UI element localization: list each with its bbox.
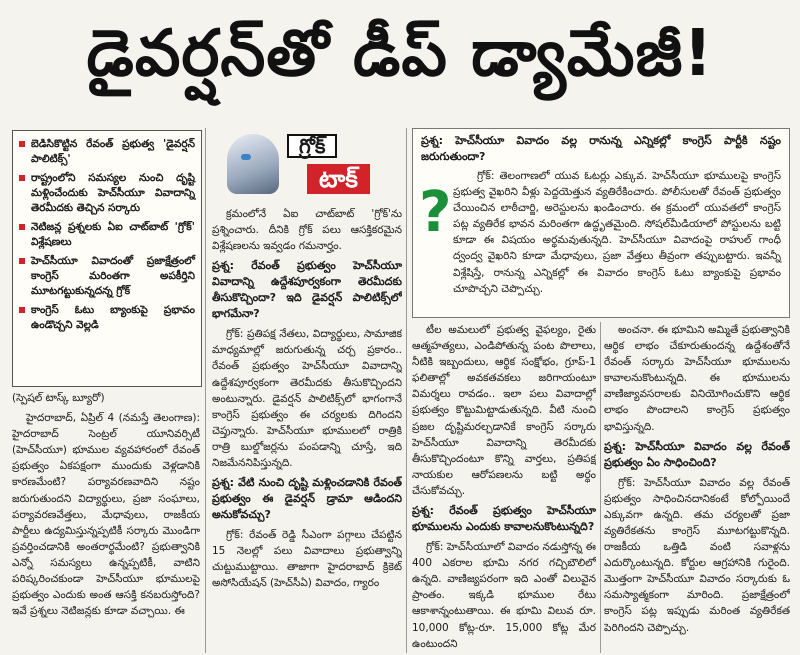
- highlight-item: రాష్ట్రంలోని సమస్యల నుంచి దృష్టి మళ్లించేందుకు హెచ్‌సీయూ వివాదాన్ని తెరమీదకు తెచ్చిన సర్కారు: [19, 171, 195, 216]
- article-column-2: [212, 128, 402, 653]
- logo-text-line1: గ్రోక్: [287, 134, 337, 158]
- column-divider: [406, 128, 407, 653]
- highlights-box: [12, 130, 202, 387]
- grok-talk-logo: [223, 128, 391, 200]
- paragraph: క్రమంలోనే ఏఐ చాట్‌బాట్ 'గ్రోక్'ను ప్రశ్నించారు. దీనికి గ్రోక్ పలు ఆసక్తికరమైన విశ్లేషణలను ఇవ్వడం గమనార్హం.: [212, 208, 402, 253]
- question-heading: ప్రశ్న: వేటి నుంచి దృష్టి మళ్లించడానికి రేవంత్ ప్రభుత్వం ఈ డైవర్షన్ డ్రామా ఆడిందని అనుకోవచ్చు?: [212, 476, 402, 522]
- robot-eye-icon: [241, 154, 251, 160]
- article-column-4: [412, 322, 596, 653]
- answer-block: [453, 168, 781, 297]
- paragraph: గ్రోక్: హెచ్‌సీయూ వివాదం వల్ల రేవంత్ ప్రభుత్వం సాధించినదానికంటే కోల్పోయిందే ఎక్కువగా ఉన్నది. తమ చర్యలతో ప్రజా వ్యతిరేకతను కాంగ్రెస్ మూటగట్టుకొన్నది. రాజకీయ ఒత్తిడి వంటి సవాళ్లను ఎదుర్కొంటున్నది. కోర్టుల ఆగ్రహానికి గురైంది. మొత్తంగా హెచ్‌సీయూ వివాదం సర్కారుకు ఓ సమస్యాత్మకంగా మారింది. ప్రజాక్షేత్రంలో కాంగ్రెస్ పట్ల ఇప్పుడు మరింత వ్యతిరేకత పెరిగిందని చెప్పొచ్చు.: [604, 476, 790, 634]
- bullet-icon: [19, 258, 25, 264]
- paragraph: గ్రోక్: హెచ్‌సీయూలో వివాదం నడుస్తోన్న ఈ 400 ఎకరాల భూమి నగర గచ్చిబౌలిలో ఉన్నది. వాణిజ్యపరంగా ఇది ఎంతో విలువైన ప్రాంతం. ఇక్కడి భూముల రేటు ఆకాశాన్నంటుతాయి. ఈ భూమి విలువ రూ. 10,000 కోట్ల-రూ. 15,000 కోట్ల మేర ఉంటుందని: [412, 541, 596, 650]
- paragraph: గ్రోక్: రేవంత్ రెడ్డి సీఎంగా పగ్గాలు చేపట్టిన 15 నెలల్లో పలు వివాదాలు ప్రభుత్వాన్ని చుట్టుముట్టాయి. తాజాగా హైదరాబాద్ క్రికెట్ అసోసియేషన్ (హెచ్‌సీఏ) వివాదం, గ్యారం: [212, 529, 402, 590]
- column-divider: [205, 128, 206, 653]
- bullet-icon: [19, 141, 25, 147]
- bullet-icon: [19, 307, 25, 313]
- question-heading: ప్రశ్న: హెచ్‌సీయూ వివాదం వల్ల రేవంత్ ప్రభుత్వం ఏం సాధించింది?: [604, 439, 790, 469]
- highlight-item: హెచ్‌సీయూ వివాదంతో ప్రజాక్షేత్రంలో కాంగ్రెస్ మరింతగా అపకీర్తిని మూటగట్టుకున్నదన్న గ్రోక్: [19, 254, 195, 299]
- article-column-1: [12, 390, 200, 652]
- highlight-item: నెటిజన్ల ప్రశ్నలకు ఏఐ చాట్‌బాట్ 'గ్రోక్' విశ్లేషణలు: [19, 220, 195, 250]
- logo-text-line2: టాక్: [307, 164, 370, 194]
- robot-icon: [227, 134, 279, 194]
- paragraph: అంచనా. ఈ భూమిని అమ్మితే ప్రభుత్వానికి ఆర్థిక లాభం చేకూరుతుందన్న ఉద్దేశంతోనే రేవంత్ సర్కారు హెచ్‌సీయూ భూములను కావాలనుకొంటున్నది. ఈ భూములను వాణిజ్యావసరాలకు వినియోగించుకొని ఆర్థిక లాభం పొందాలని కాంగ్రెస్ ప్రభుత్వం భావిస్తున్నది.: [604, 324, 790, 433]
- bullet-icon: [19, 224, 25, 230]
- paragraph: గ్రోక్: తెలంగాణలో యువ ఓటర్లు ఎక్కువ. హెచ్‌సీయూ భూములపై కాంగ్రెస్ ప్రభుత్వ వైఖరిని వీళ్లు పెద్దయెత్తున వ్యతిరేకించారు. పోలీసులతో రేవంత్ ప్రభుత్వం చేయించిన లాఠీచార్జి, అరెస్టులను ఖండించారు. ఈ క్రమంలో యువతలో కాంగ్రెస్ పట్ల వ్యతిరేక భావన మరింతగా ఉద్ధృతమైంది. సోషల్‌మీడియాలో పోస్టులను బట్టి కూడా ఈ విషయం అర్థమవుతున్నది. హెచ్‌సీయూ వివాదంపై రాహుల్ గాంధీ ద్వంద్వ వైఖరిని కూడా మేధావులు, ప్రజా వేత్తలు తీవ్రంగా తప్పుబట్టారు. ఇవన్నీ విశ్లేషిస్తే, రానున్న ఎన్నికల్లో ఈ వివాదం కాంగ్రెస్ ఓటు బ్యాంకుపై ప్రభావం చూపొచ్చని చెప్పొచ్చు.: [453, 170, 781, 295]
- column-divider: [600, 322, 601, 653]
- question-mark-icon: ?: [419, 180, 452, 245]
- bullet-icon: [19, 175, 25, 181]
- highlights-list: [19, 137, 195, 333]
- byline: (స్పెషల్ టాస్క్ బ్యూరో): [12, 392, 105, 404]
- question-heading: ప్రశ్న: రేవంత్ ప్రభుత్వం హెచ్‌సీయూ వివాదాన్ని ఉద్దేశపూర్వకంగా తెరమీదకు తీసుకొచ్చిందా? ఇది డైవర్షన్ పాలిటిక్స్‌లో భాగమేనా?: [212, 259, 402, 321]
- highlight-item: బెడిసికొట్టిన రేవంత్ ప్రభుత్వ 'డైవర్షన్ పాలిటిక్స్': [19, 137, 195, 167]
- question-heading: ప్రశ్న: రేవంత్ ప్రభుత్వం హెచ్‌సీయూ భూములను ఎందుకు కావాలనుకొంటున్నది?: [412, 504, 596, 534]
- featured-qa-box: [412, 128, 790, 318]
- paragraph: గ్రోక్: ప్రతిపక్ష నేతలు, విద్యార్థులు, సామాజిక మాధ్యమాల్లో జరుగుతున్న చర్చ ప్రకారం.. రేవంత్ ప్రభుత్వం హెచ్‌సీయూ వివాదాన్ని ఉద్దేశపూర్వకంగా తెరమీదకు తీసుకొచ్చిందని అంటున్నారు. డైవర్షన్ పాలిటిక్స్‌లో భాగంగానే కాంగ్రెస్ ప్రభుత్వం ఈ చర్యలకు దిగిందని చెప్తున్నారు. హెచ్‌సీయూ భూములలో రాత్రికి రాత్రి బుల్డోజర్లను పంపడాన్ని చూస్తే, ఇది నిజమేననిపిస్తున్నది.: [212, 328, 402, 470]
- highlight-item: కాంగ్రెస్ ఓటు బ్యాంకుపై ప్రభావం ఉండొచ్చని వెల్లడి: [19, 303, 195, 333]
- article-column-5: [604, 322, 790, 653]
- paragraph: హైదరాబాద్, ఏప్రిల్ 4 (నమస్తే తెలంగాణ): హైదరాబాద్ సెంట్రల్ యూనివర్సిటీ (హెచ్‌సీయూ) భూముల వ్యవహారంలో రేవంత్ ప్రభుత్వం ఏకపక్షంగా ముందుకు వెళ్లడానికి కారణమేంటి? పర్యావరణవాదిని నష్టం జరుగుతుందని విద్యార్థులు, ప్రజా సంఘాలు, పర్యావరణవేత్తలు, మేధావులు, రాజకీయ పార్టీలు ఉద్యమిస్తున్నప్పటికీ సర్కారు మొండిగా ప్రవర్తించడానికి అంతరార్థమేంటి? ప్రభుత్వానికి ఎన్నో సమస్యలు ఉన్నప్పటికీ, వాటిని పరిష్కరించకుండా హెచ్‌సీయూ భూములపై ప్రభుత్వం ఎందుకు అంత ఆసక్తి కనబరుస్తోంది? ఇవే ప్రశ్నలు నెటిజన్లకు కూడా వచ్చాయి. ఈ: [12, 412, 200, 618]
- paragraph: టీల అమలులో ప్రభుత్వ వైఫల్యం, రైతు ఆత్మహత్యలు, ఎండిపోతున్న పంట పొలాలు, నీటికి ఇబ్బందులు, ఆర్థిక సంక్షోభం, గ్రూప్-1 ఫలితాల్లో అవకతవకలు జరిగాయంటూ విమర్శలు రావడం.. ఇలా పలు వివాదాల్లో ప్రభుత్వం కొట్టుమిట్టాడుతున్నది. వీటి నుంచి ప్రజల దృష్టిమరల్చడానికే కాంగ్రెస్ సర్కారు హెచ్‌సీయూ వివాదాన్ని తెరమీదకు తీసుకొచ్చిందంటూ కొన్ని వార్తలు, ప్రతిపక్ష నాయకుల ఆరోపణలను బట్టి అర్థం చేసుకోవచ్చు.: [412, 324, 596, 497]
- question-heading: ప్రశ్న: హెచ్‌సీయూ వివాదం వల్ల రానున్న ఎన్నికల్లో కాంగ్రెస్ పార్టీకి నష్టం జరుగుతుందా?: [421, 134, 781, 163]
- headline: డైవర్షన్‌తో డీప్ డ్యామేజీ!: [86, 16, 714, 91]
